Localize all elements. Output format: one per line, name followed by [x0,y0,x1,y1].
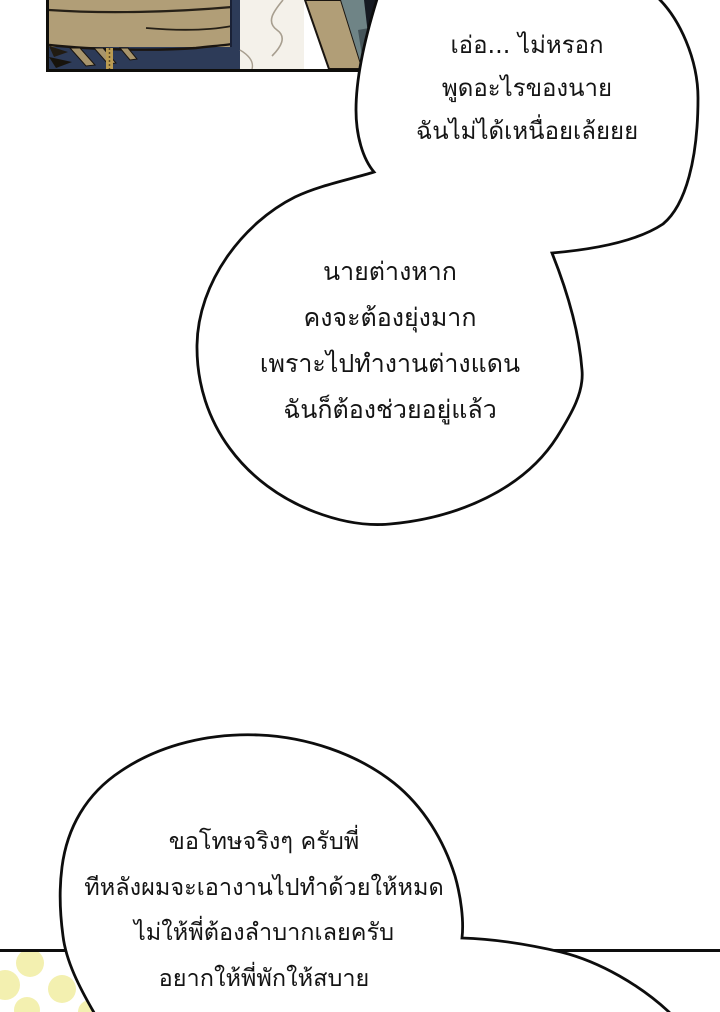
dialogue-line: นายต่างหาก [323,257,457,286]
dialogue-line: ฉันไม่ได้เหนื่อยเล้ยยย [415,117,639,145]
dialogue-line: ทีหลังผมจะเอางานไปทำด้วยให้หมด [84,872,444,901]
polka-dot [0,970,20,1000]
dialogue-line: ขอโทษจริงๆ ครับพี่ [168,827,360,855]
dialogue-line: คงจะต้องยุ่งมาก [303,303,477,332]
dialogue-line: พูดอะไรของนาย [441,74,613,102]
speech-bubble-bottom-text [72,819,456,1001]
dialogue-line: ไม่ให้พี่ต้องลำบากเลยครับ [133,918,394,946]
dialogue-line: ฉันก็ต้องช่วยอยู่แล้ว [283,395,497,424]
dialogue-line: เอ่อ... ไม่หรอก [450,31,604,59]
speech-bubble-top-text [368,24,686,153]
speech-bubble-middle-text [218,249,562,433]
polka-dot [14,997,40,1012]
dialogue-line: อยากให้พี่พักให้สบาย [158,963,370,992]
polka-dot [16,949,44,977]
dialogue-line: เพราะไปทำงานต่างแดน [259,349,521,378]
